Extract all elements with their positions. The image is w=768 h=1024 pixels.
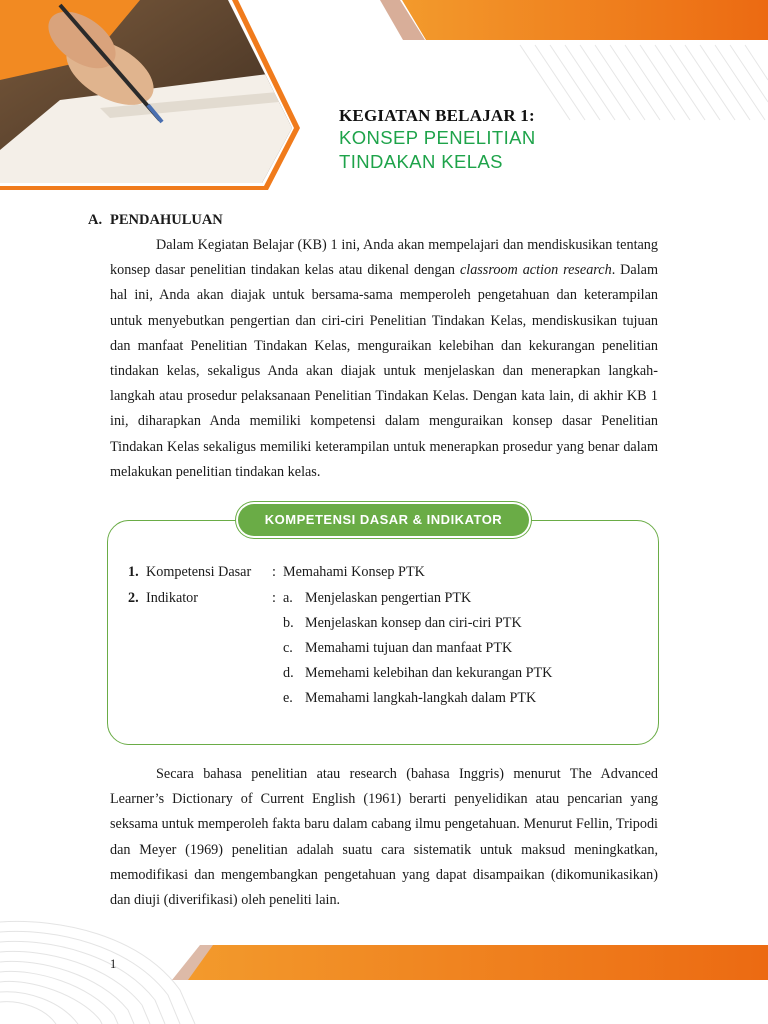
chapter-title-line2: KONSEP PENELITIAN (339, 127, 536, 148)
curve-lines-bottom (0, 921, 195, 1024)
kompetensi-separator: : (272, 564, 276, 580)
section-heading (88, 212, 223, 229)
indicator-text: Menjelaskan konsep dan ciri-ciri PTK (305, 615, 522, 631)
intro-paragraph (110, 233, 658, 485)
indicator-text: Memehami kelebihan dan kekurangan PTK (305, 665, 553, 681)
indicator-text: Memahami tujuan dan manfaat PTK (305, 640, 513, 656)
footer-banner (172, 945, 768, 980)
definition-paragraph (110, 762, 658, 913)
indikator-label: Indikator (146, 590, 199, 606)
hatch-lines-top (520, 45, 768, 120)
intro-text-italic: classroom action research (459, 262, 612, 279)
indicator-letter: a. (283, 590, 293, 606)
definition-text: Secara bahasa penelitian atau research (bahasa Inggris) menurut The Advanced Learner’s Dictionary of Current English (1961) berarti penyelidikan atau pencarian yang seksama untuk memperoleh fakta baru dalam cabang ilmu pengetahuan. Menurut Fellin, Tripodi dan Meyer (1969) penelitian adalah suatu cara sistematik untuk maksud meningkatkan, memodifikasi dan mengembangkan pengetahuan yang dapat disampaikan (dikomunikasikan) dan diuji (diverifikasi) oleh peneliti lain. (110, 766, 658, 909)
kompetensi-number: 1. (128, 564, 139, 580)
chapter-title-line3: TINDAKAN KELAS (339, 151, 503, 172)
section-number: A. (88, 212, 103, 228)
chapter-title (339, 106, 536, 174)
kompetensi-label: Kompetensi Dasar (146, 564, 252, 580)
indicator-letter: d. (283, 665, 294, 681)
header-banner (380, 0, 768, 40)
intro-text-part2: . Dalam hal ini, Anda akan diajak untuk bersama-sama memperoleh pengetahuan dan keterampilan untuk menyebutkan pengertian dan ciri-ciri Penelitian Tindakan Kelas, mendiskusikan tujuan dan manfaat Penelitian Tindakan Kelas, menguraikan kelebihan dan kekurangan penelitian tindakan kelas, sekaligus Anda akan diajak untuk menjelaskan dan menerapkan langkah-langkah atau prosedur pelaksanaan Penelitian Tindakan Kelas. Dengan kata lain, di akhir KB 1 ini, diharapkan Anda memiliki kompetensi dalam menguraikan konsep dasar Penelitian Tindakan Kelas sekaligus memiliki keterampilan untuk menerapkan prosedur yang benar dalam melakukan penelitian tindakan kelas. (110, 262, 658, 480)
indicator-letter: e. (283, 690, 293, 706)
writing-hand-photo (0, 0, 300, 190)
kompetensi-heading-pill: KOMPETENSI DASAR & INDIKATOR (238, 504, 529, 536)
page-number: 1 (110, 957, 117, 971)
intro-text-part1: Dalam Kegiatan Belajar (KB) 1 ini, Anda akan mempelajari dan mendiskusikan tentang konsep dasar penelitian tindakan kelas atau dikenal dengan (110, 237, 658, 279)
kompetensi-value: Memahami Konsep PTK (283, 564, 425, 580)
indikator-separator: : (272, 590, 276, 606)
chapter-title-line1: KEGIATAN BELAJAR 1: (339, 106, 535, 125)
indikator-number: 2. (128, 590, 139, 606)
indicator-letter: c. (283, 640, 293, 656)
indicator-letter: b. (283, 615, 294, 631)
indicator-text: Memahami langkah-langkah dalam PTK (305, 690, 537, 706)
kompetensi-box (107, 520, 659, 745)
indicator-text: Menjelaskan pengertian PTK (305, 590, 472, 606)
section-title: PENDAHULUAN (110, 212, 223, 228)
